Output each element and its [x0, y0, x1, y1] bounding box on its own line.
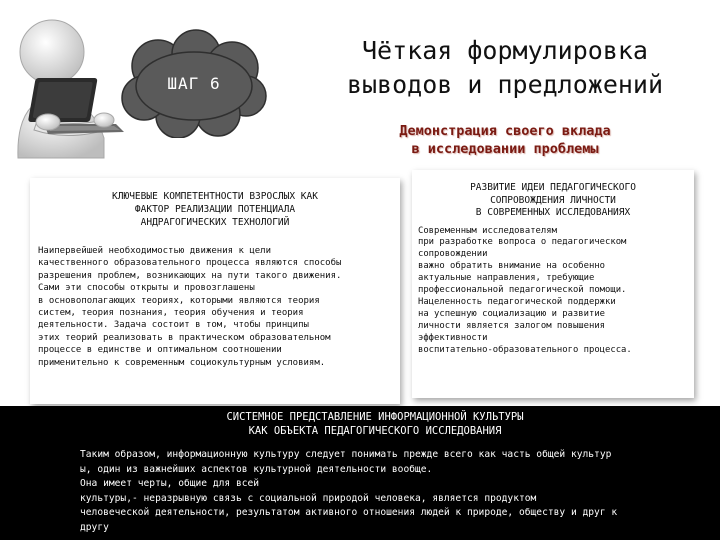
- title-line: Чёткая формулировка: [362, 36, 648, 65]
- heading-line: СИСТЕМНОЕ ПРЕДСТАВЛЕНИЕ ИНФОРМАЦИОННОЙ КУЛЬТУРЫ: [226, 411, 524, 423]
- subtitle-line: Демонстрация своего вклада: [399, 123, 611, 139]
- text-line: Таким образом, информационную культуру следует понимать прежде всего как часть общей культур: [80, 449, 612, 460]
- heading-line: КЛЮЧЕВЫЕ КОМПЕТЕНТНОСТИ ВЗРОСЛЫХ КАК: [112, 191, 318, 202]
- heading-line: В СОВРЕМЕННЫХ ИССЛЕДОВАНИЯХ: [475, 207, 631, 218]
- text-line: другу: [80, 521, 109, 533]
- text-line: важно обратить внимание на особенно: [418, 261, 606, 272]
- text-line: процессе в единстве и оптимальном соотношении: [38, 345, 282, 356]
- text-line: профессиональной педагогической помощи.: [418, 285, 627, 296]
- competencies-panel: [30, 178, 400, 404]
- text-line: культуры,- неразрывную связь с социальной природой человека, является продуктом: [80, 492, 537, 504]
- heading-line: ФАКТОР РЕАЛИЗАЦИИ ПОТЕНЦИАЛА: [134, 204, 296, 215]
- text-line: Наипервейшей необходимостью движения к цели: [38, 246, 271, 256]
- text-line: разрешения проблем, возникающих на пути такого движения.: [38, 270, 342, 281]
- info-culture-panel: [0, 406, 720, 540]
- text-line: в основополагающих теориях, которыми являются теория: [38, 295, 320, 306]
- text-line: воспитательно-образовательного процесса.: [418, 344, 632, 355]
- step-label: ШАГ 6: [167, 74, 221, 93]
- text-line: ы, один из важнейших аспектов культурной деятельности вообще.: [80, 463, 433, 475]
- support-heading: [418, 182, 688, 220]
- text-line: человеческой деятельности, результатом активного отношения людей к природе, обществу и друг к: [80, 507, 618, 519]
- heading-line: СОПРОВОЖДЕНИЯ ЛИЧНОСТИ: [490, 194, 616, 206]
- support-panel: [412, 170, 694, 398]
- text-line: личности является залогом повышения: [418, 320, 606, 331]
- info-culture-text: [80, 448, 680, 536]
- text-line: актуальные направления, требующие: [418, 273, 595, 284]
- text-line: Нацеленность педагогической поддержки: [418, 296, 616, 307]
- info-culture-heading: [140, 410, 610, 438]
- page-title: [300, 34, 710, 102]
- text-line: эффективности: [418, 332, 488, 343]
- page-subtitle: [330, 122, 680, 158]
- support-text: [418, 226, 688, 357]
- heading-line: КАК ОБЪЕКТА ПЕДАГОГИЧЕСКОГО ИССЛЕДОВАНИЯ: [248, 425, 502, 437]
- heading-line: АНДРАГОГИЧЕСКИХ ТЕХНОЛОГИЙ: [140, 217, 290, 228]
- text-line: при разработке вопроса о педагогическом: [418, 237, 627, 248]
- text-line: на успешную социализацию и развитие: [418, 308, 606, 319]
- text-line: Она имеет черты, общие для всей: [80, 478, 260, 490]
- text-line: систем, теория познания, теория обучения и теория: [38, 308, 304, 319]
- subtitle-line: в исследовании проблемы: [411, 141, 599, 157]
- text-line: этих теорий реализовать в практическом образовательном: [38, 332, 331, 343]
- text-line: применительно к современным социокультурным условиям.: [38, 357, 326, 368]
- heading-line: РАЗВИТИЕ ИДЕИ ПЕДАГОГИЧЕСКОГО: [470, 182, 636, 193]
- competencies-text: [38, 245, 392, 369]
- text-line: сопровождении: [418, 249, 488, 260]
- competencies-heading: [38, 190, 392, 229]
- text-line: Сами эти способы открыты и провозглашены: [38, 283, 255, 294]
- text-line: качественного образовательного процесса являются способы: [38, 258, 342, 269]
- person-laptop-illustration: [8, 8, 126, 163]
- text-line: деятельности. Задача состоит в том, чтобы принципы: [38, 320, 309, 331]
- text-line: Современным исследователям: [418, 225, 557, 236]
- title-line: выводов и предложений: [346, 70, 664, 99]
